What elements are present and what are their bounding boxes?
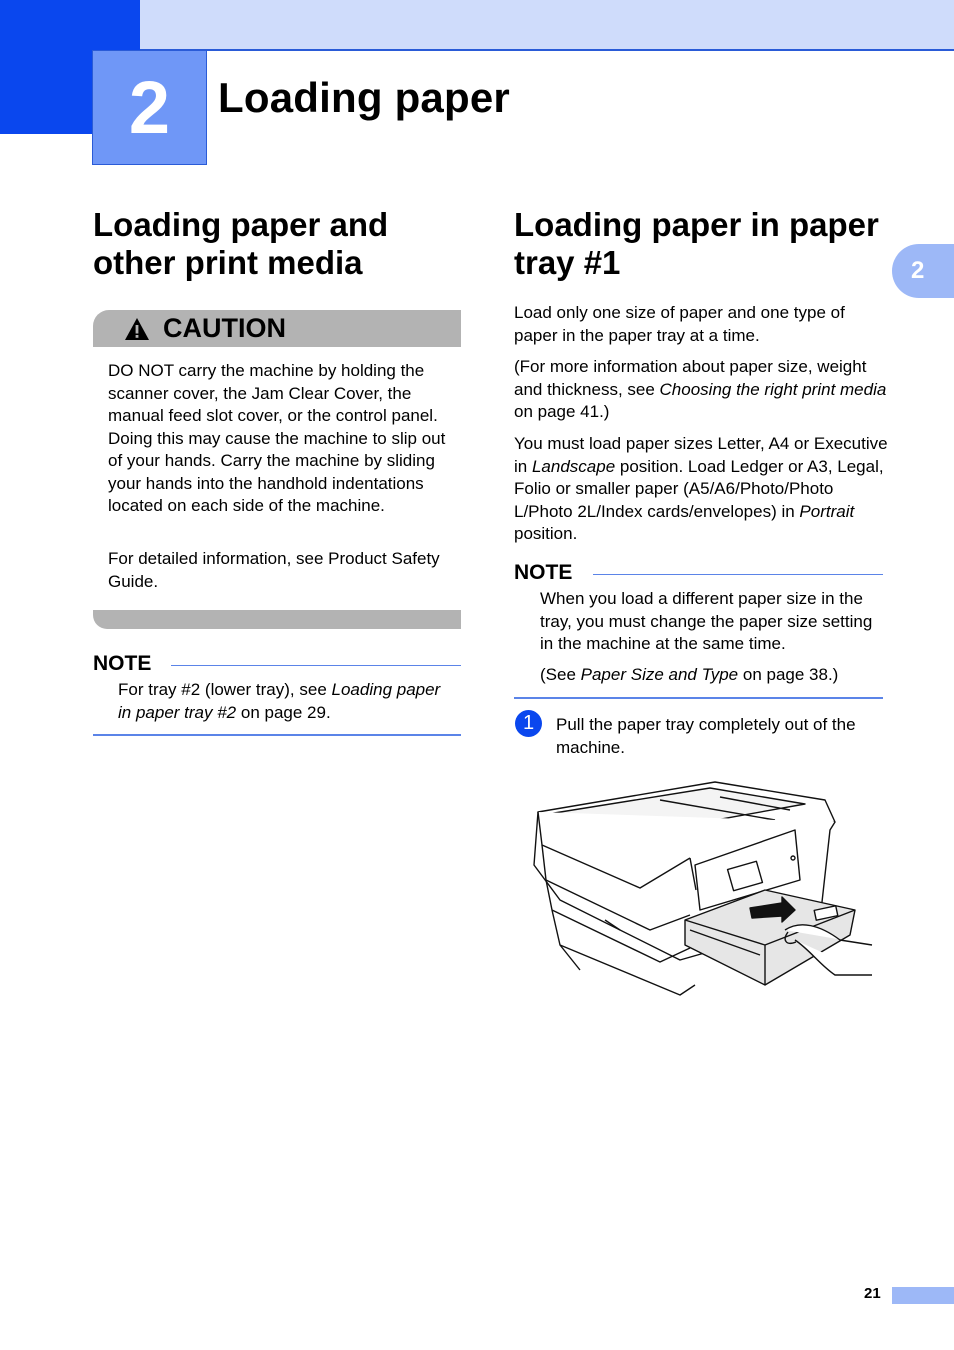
cross-reference: Loading paper in paper tray #2 [118,680,441,722]
chapter-side-tab [892,244,954,298]
caution-label: CAUTION [163,313,286,343]
section-heading-right: Loading paper in paper tray #1 [514,206,879,281]
printer-illustration [520,770,875,1005]
info-paragraph: (For more information about paper size, weight and thickness, see Choosing the right print media on page 41.) [514,357,887,421]
orientation-paragraph: You must load paper sizes Letter, A4 or Executive in Landscape position. Load Ledger or A3, Legal, Folio or smaller paper (A5/A6/Photo/Photo L/Photo 2L/Index cards/envelopes) in Portrait position. [514,434,888,543]
note-rule-top-right [593,574,883,575]
section-heading-left: Loading paper and other print media [93,206,389,281]
note-text-left: For tray #2 (lower tray), see Loading paper in paper tray #2 on page 29. [118,680,441,722]
chapter-number: 2 [128,66,171,149]
caution-reference: For detailed information, see Product Safety Guide. [108,549,440,591]
chapter-title: Loading paper [218,74,510,121]
page-number-tab [892,1287,954,1304]
intro-paragraph: Load only one size of paper and one type of paper in the paper tray at a time. [514,303,845,345]
caution-text: DO NOT carry the machine by holding the scanner cover, the Jam Clear Cover, the manual feed slot cover, or the control panel. Doing this may cause the machine to slip out of your hands. Carry the machine by sliding your hands into the handhold indentations located on each side of the machine. [108,361,446,515]
caution-end-bar [93,610,461,629]
step-number-badge: 1 [515,710,542,737]
note-rule-bottom-left [93,734,461,736]
note-text-right: When you load a different paper size in the tray, you must change the paper size setting in the machine at the same time. [540,589,873,653]
step-text: Pull the paper tray completely out of the machine. [556,715,856,757]
note-label-left: NOTE [93,652,152,675]
note-rule-top-left [171,665,461,666]
side-tab-label: 2 [911,257,925,284]
note-label-right: NOTE [514,561,573,584]
warning-icon [124,317,150,341]
note-reference-right: (See Paper Size and Type on page 38.) [540,665,839,684]
cross-reference: Choosing the right print media [659,379,887,399]
chapter-number-box [92,50,207,165]
page-number: 21 [864,1285,881,1302]
header-band [140,0,954,51]
cross-reference: Paper Size and Type [580,665,739,684]
note-rule-bottom-right [514,697,883,699]
